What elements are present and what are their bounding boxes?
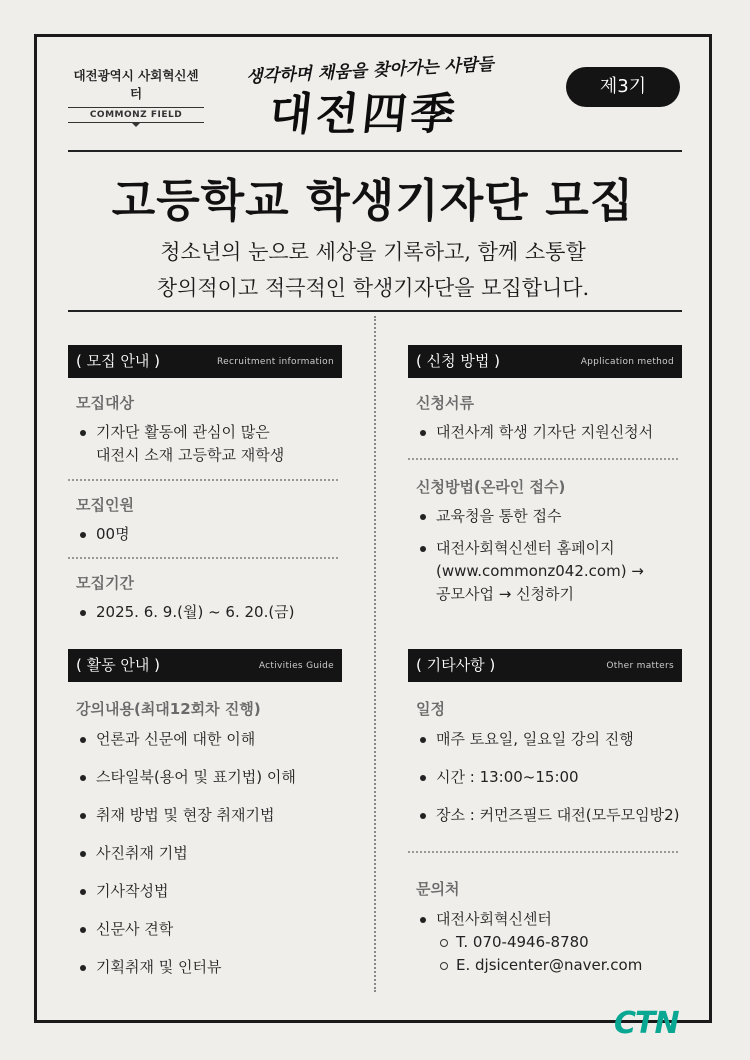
list-item: 기자단 활동에 관심이 많은 대전시 소재 고등학교 재학생 (76, 421, 346, 467)
apply-docs (416, 392, 686, 444)
list-item: 기사작성법 (76, 880, 346, 903)
org-name: 대전광역시 사회혁신센터 (73, 68, 199, 101)
list-item: 교육청을 통한 접수 (416, 505, 686, 528)
docs-label: 신청서류 (416, 394, 474, 412)
count-label: 모집인원 (76, 496, 134, 514)
activities-content (76, 698, 346, 979)
list-item: 대전사회혁신센터 (416, 908, 696, 931)
list-item: 신문사 견학 (76, 918, 346, 941)
list-item: 대전사계 학생 기자단 지원신청서 (416, 421, 686, 444)
contact-label: 문의처 (416, 880, 460, 898)
org-eng-name: COMMONZ FIELD (89, 110, 183, 120)
org-logo (68, 66, 204, 123)
contact-email: E. djsicenter@naver.com (416, 954, 696, 977)
list-item: 00명 (76, 523, 346, 546)
period-label: 모집기간 (76, 574, 134, 592)
list-item: 매주 토요일, 일요일 강의 진행 (416, 728, 696, 751)
list-item: 사진취재 기법 (76, 842, 346, 865)
method-label: 신청방법(온라인 접수) (416, 478, 566, 496)
list-item: 언론과 신문에 대한 이해 (76, 728, 346, 751)
list-item: 기획취재 및 인터뷰 (76, 956, 346, 979)
schedule-label: 일정 (416, 700, 445, 718)
list-item: 스타일북(용어 및 표기법) 이해 (76, 766, 346, 789)
slogan: 생각하며 채움을 찾아가는 사람들 (245, 54, 495, 88)
other-header: ( 기타사항 ) Other matters (408, 649, 682, 682)
list-item: 대전사회혁신센터 홈페이지 (www.commonz042.com) → 공모사업 → 신청하기 (416, 537, 686, 606)
apply-method (416, 476, 686, 606)
program-logo: 대전四季 (266, 89, 462, 140)
content-label: 강의내용(최대12회차 진행) (76, 700, 261, 718)
activities-header: ( 활동 안내 ) Activities Guide (68, 649, 342, 682)
other-contact (416, 878, 696, 977)
column-divider (374, 316, 376, 992)
recruit-period (76, 572, 346, 624)
recruit-target (76, 392, 346, 467)
other-schedule (416, 698, 696, 827)
recruit-header: ( 모집 안내 ) Recruitment information (68, 345, 342, 378)
page-title: 고등학교 학생기자단 모집 (111, 174, 635, 227)
recruit-count (76, 494, 346, 546)
list-item: 2025. 6. 9.(월) ~ 6. 20.(금) (76, 601, 346, 624)
apply-header: ( 신청 방법 ) Application method (408, 345, 682, 378)
ctn-watermark-logo: CTN (614, 1006, 679, 1041)
list-item: 취재 방법 및 현장 취재기법 (76, 804, 346, 827)
target-label: 모집대상 (76, 394, 134, 412)
contact-phone: T. 070-4946-8780 (416, 931, 696, 954)
cohort-badge: 제3기 (566, 67, 680, 107)
list-item: 장소 : 커먼즈필드 대전(모두모임방2) (416, 804, 696, 827)
intro-text: 청소년의 눈으로 세상을 기록하고, 함께 소통할 창의적이고 적극적인 학생기자단을 모집합니다. (156, 240, 590, 300)
list-item: 시간 : 13:00~15:00 (416, 766, 696, 789)
intro-rule (68, 310, 682, 312)
top-rule (68, 150, 682, 152)
